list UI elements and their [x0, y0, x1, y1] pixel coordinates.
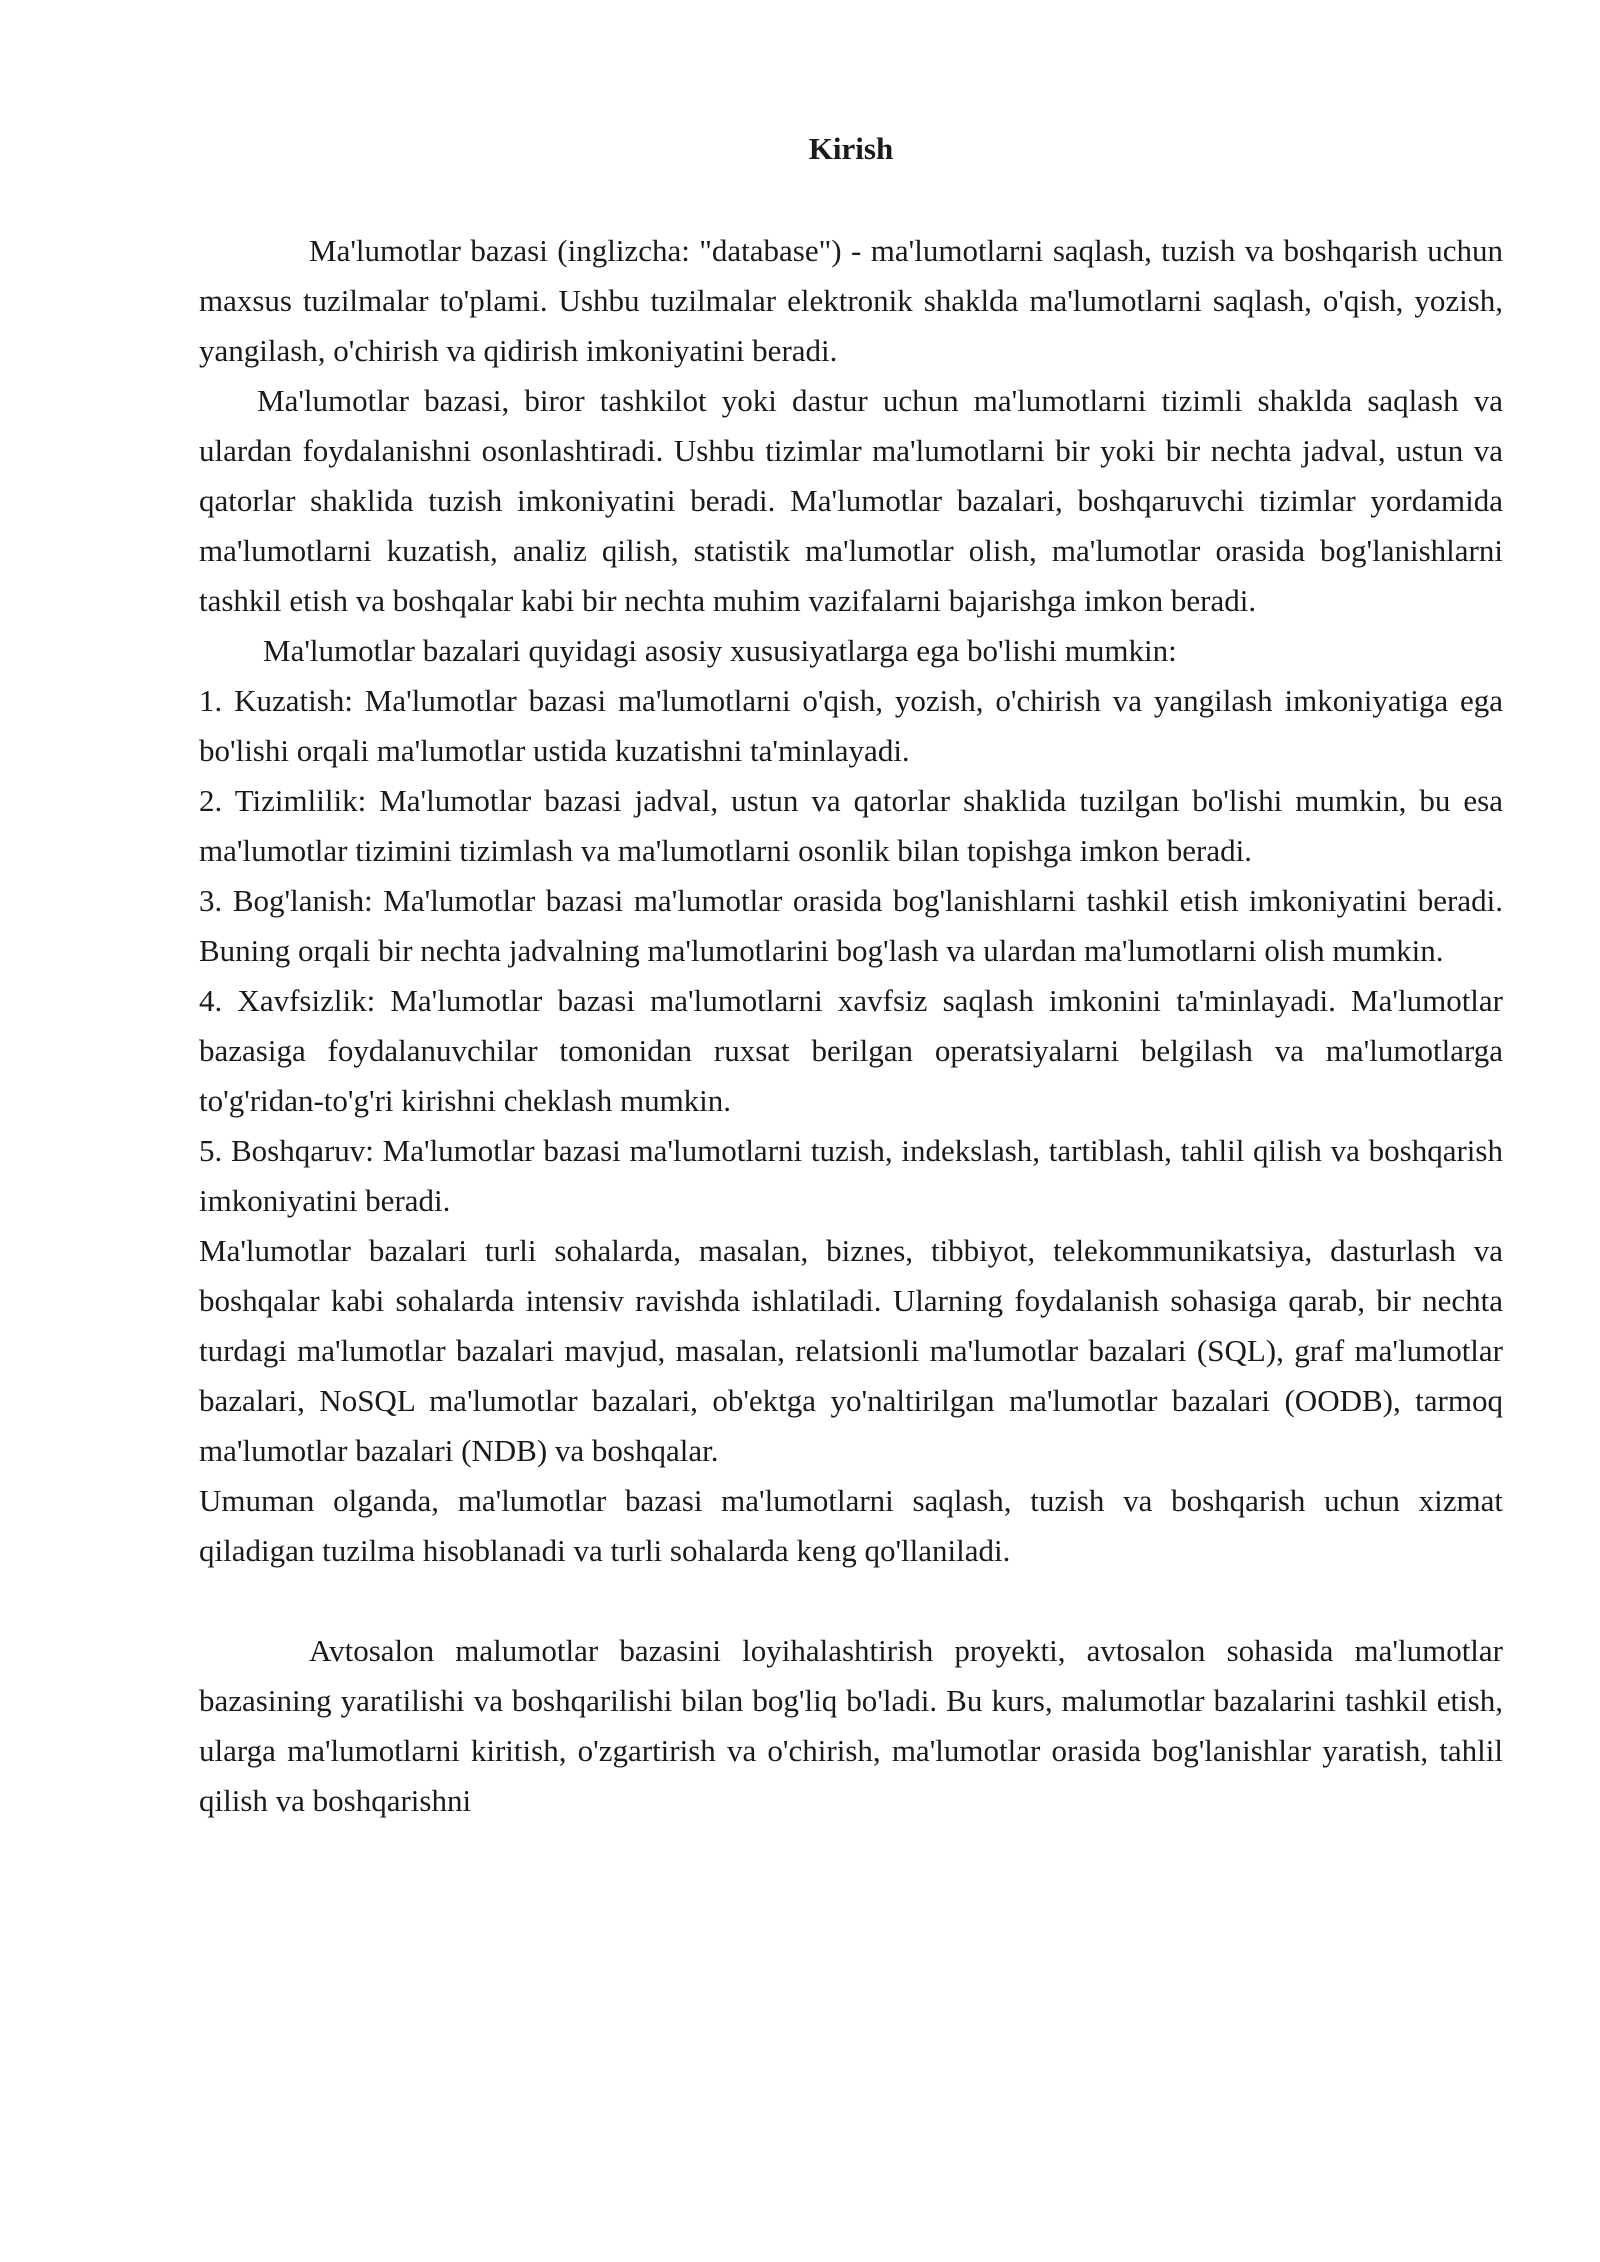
list-item-kuzatish: 1. Kuzatish: Ma'lumotlar bazasi ma'lumotlarni o'qish, yozish, o'chirish va yangilash imkoniyatiga ega bo'lishi orqali ma'lumotlar ustida kuzatishni ta'minlayadi. — [199, 683, 1503, 768]
document-body — [199, 124, 1503, 1826]
page-title: Kirish — [808, 131, 894, 166]
paragraph-features-intro: Ma'lumotlar bazalari quyidagi asosiy xususiyatlarga ega bo'lishi mumkin: — [263, 633, 1177, 668]
paragraph-gap — [199, 1576, 1503, 1626]
paragraph-database-purpose: Ma'lumotlar bazasi, biror tashkilot yoki dastur uchun ma'lumotlarni tizimli shaklda saqlash va ulardan foydalanishni osonlashtiradi. Ushbu tizimlar ma'lumotlarni bir yoki bir nechta jadval, ustun va qatorlar shaklida tuzish imkoniyatini beradi. Ma'lumotlar bazalari, boshqaruvchi tizimlar yordamida ma'lumotlarni kuzatish, analiz qilish, statistik ma'lumotlar olish, ma'lumotlar orasida bog'lanishlarni tashkil etish va boshqalar kabi bir nechta muhim vazifalarni bajarishga imkon beradi. — [199, 383, 1503, 618]
paragraph-project-intro: Avtosalon malumotlar bazasini loyihalashtirish proyekti, avtosalon sohasida ma'lumotlar bazasining yaratilishi va boshqarilishi bilan bog'liq bo'ladi. Bu kurs, malumotlar bazalarini tashkil etish, ularga ma'lumotlarni kiritish, o'zgartirish va o'chirish, ma'lumotlar orasida bog'lanishlar yaratish, tahlil qilish va boshqarishni — [199, 1633, 1503, 1818]
list-item-boglanish: 3. Bog'lanish: Ma'lumotlar bazasi ma'lumotlar orasida bog'lanishlarni tashkil etish imkoniyatini beradi. Buning orqali bir nechta jadvalning ma'lumotlarini bog'lash va ulardan ma'lumotlarni olish mumkin. — [199, 883, 1503, 968]
list-item-boshqaruv: 5. Boshqaruv: Ma'lumotlar bazasi ma'lumotlarni tuzish, indekslash, tartiblash, tahlil qilish va boshqarish imkoniyatini beradi. — [199, 1133, 1503, 1218]
paragraph-summary: Umuman olganda, ma'lumotlar bazasi ma'lumotlarni saqlash, tuzish va boshqarish uchun xizmat qiladigan tuzilma hisoblanadi va turli sohalarda keng qo'llaniladi. — [199, 1483, 1503, 1568]
paragraph-database-types: Ma'lumotlar bazalari turli sohalarda, masalan, biznes, tibbiyot, telekommunikatsiya, dasturlash va boshqalar kabi sohalarda intensiv ravishda ishlatiladi. Ularning foydalanish sohasiga qarab, bir nechta turdagi ma'lumotlar bazalari mavjud, masalan, relatsionli ma'lumotlar bazalari (SQL), graf ma'lumotlar bazalari, NoSQL ma'lumotlar bazalari, ob'ektga yo'naltirilgan ma'lumotlar bazalari (OODB), tarmoq ma'lumotlar bazalari (NDB) va boshqalar. — [199, 1233, 1503, 1468]
paragraph-database-definition: Ma'lumotlar bazasi (inglizcha: "database") - ma'lumotlarni saqlash, tuzish va boshqarish uchun maxsus tuzilmalar to'plami. Ushbu tuzilmalar elektronik shaklda ma'lumotlarni saqlash, o'qish, yozish, yangilash, o'chirish va qidirish imkoniyatini beradi. — [199, 233, 1503, 368]
list-item-xavfsizlik: 4. Xavfsizlik: Ma'lumotlar bazasi ma'lumotlarni xavfsiz saqlash imkonini ta'minlayadi. Ma'lumotlar bazasiga foydalanuvchilar tomonidan ruxsat berilgan operatsiyalarni belgilash va ma'lumotlarga to'g'ridan-to'g'ri kirishni cheklash mumkin. — [199, 983, 1503, 1118]
list-item-tizimlilik: 2. Tizimlilik: Ma'lumotlar bazasi jadval, ustun va qatorlar shaklida tuzilgan bo'lishi mumkin, bu esa ma'lumotlar tizimini tizimlash va ma'lumotlarni osonlik bilan topishga imkon beradi. — [199, 783, 1503, 868]
